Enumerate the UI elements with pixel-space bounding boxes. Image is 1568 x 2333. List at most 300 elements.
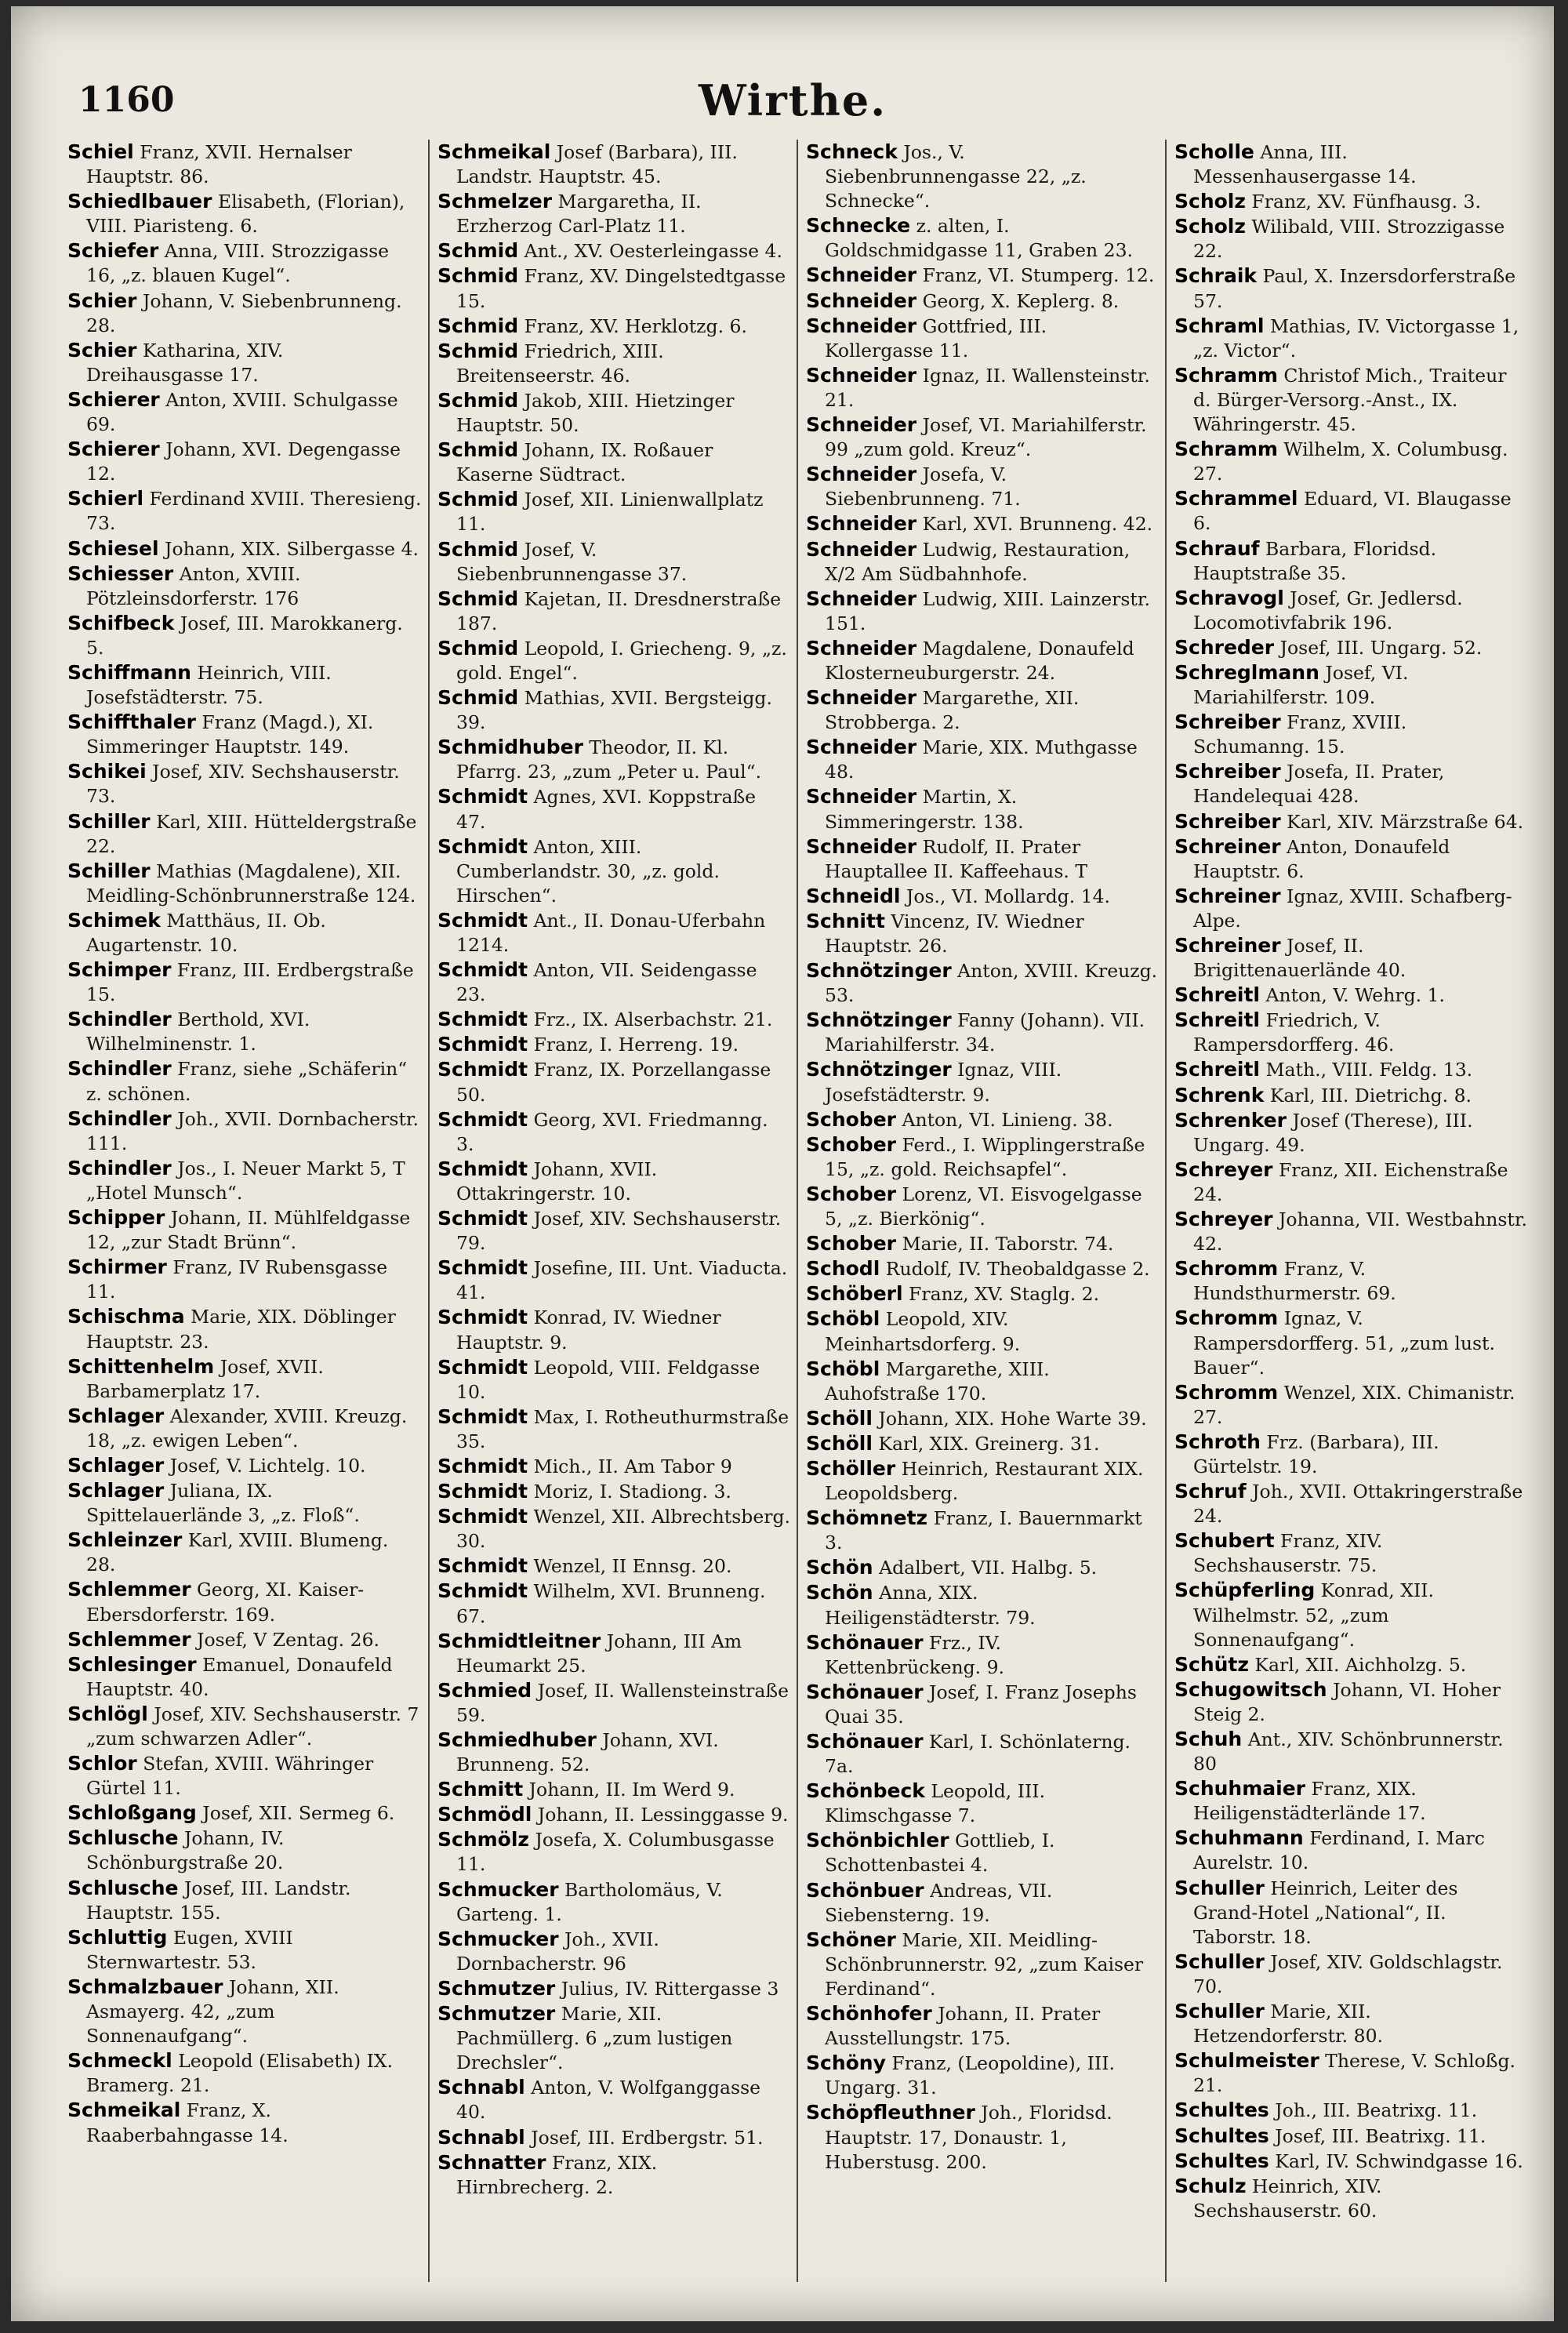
entry-surname: Schindler xyxy=(67,1156,172,1179)
directory-entry xyxy=(806,909,1159,958)
entry-surname: Schnabl xyxy=(437,2076,525,2099)
entry-surname: Schmidt xyxy=(437,1355,528,1379)
entry-surname: Schmidt xyxy=(437,958,528,982)
directory-entry xyxy=(806,1630,1159,1680)
entry-details: Martin, X. Simmeringerstr. 138. xyxy=(825,786,1024,833)
directory-entry xyxy=(437,2075,790,2124)
entry-surname: Schlemmer xyxy=(67,1627,191,1651)
entry-surname: Scholz xyxy=(1174,215,1246,238)
entry-details: z. alten, I. Goldschmidgasse 11, Graben 23. xyxy=(825,215,1134,262)
entry-details: Anton, V. Wehrg. 1. xyxy=(1265,984,1445,1007)
entry-details: Ludwig, XIII. Lainzerstr. 151. xyxy=(825,587,1150,634)
directory-entry xyxy=(806,1357,1159,1406)
directory-entry xyxy=(67,140,422,189)
entry-surname: Schischma xyxy=(67,1305,185,1328)
entry-surname: Schlager xyxy=(67,1453,165,1477)
entry-surname: Schiller xyxy=(67,859,151,882)
directory-entry xyxy=(1174,710,1527,759)
entry-surname: Schuller xyxy=(1174,1950,1265,1973)
entry-surname: Schmid xyxy=(437,488,519,511)
entry-details: Marie, XII. Hetzendorferstr. 80. xyxy=(1193,2000,1383,2048)
directory-entry xyxy=(67,1404,422,1453)
entry-details: Georg, X. Keplerg. 8. xyxy=(922,289,1120,312)
directory-entry xyxy=(437,1454,790,1479)
entry-surname: Schönauer xyxy=(806,1730,924,1753)
directory-entry xyxy=(1174,1083,1527,1108)
entry-surname: Schloßgang xyxy=(67,1801,197,1825)
entry-details: Christof Mich., Traiteur d. Bürger-Versorg.-Anst., IX. Währingerstr. 45. xyxy=(1193,364,1507,436)
directory-entry xyxy=(67,759,422,809)
entry-details: Alexander, XVIII. Kreuzg. 18, „z. ewigen Leben“. xyxy=(86,1405,408,1452)
entry-details: Franz, VI. Stumperg. 12. xyxy=(922,264,1155,287)
entry-details: Andreas, VII. Siebensterng. 19. xyxy=(825,1879,1053,1926)
entry-details: Marie, XII. Meidling-Schönbrunnerstr. 92, „zum Kaiser Ferdinand“. xyxy=(825,1928,1144,2000)
entry-surname: Schreiner xyxy=(1174,884,1281,907)
entry-surname: Schreiber xyxy=(1174,809,1281,833)
directory-entry xyxy=(437,1206,790,1256)
entry-details: Karl, I. Schönlaterng. 7a. xyxy=(825,1731,1131,1778)
entry-details: Georg, XVI. Friedmanng. 3. xyxy=(456,1108,768,1155)
entry-surname: Schönbichler xyxy=(806,1829,949,1852)
entry-details: Johann, II. Im Werd 9. xyxy=(528,1779,735,1801)
column-3 xyxy=(797,140,1165,2282)
entry-surname: Scholle xyxy=(1174,140,1254,163)
directory-entry xyxy=(437,1479,790,1504)
entry-details: Matthäus, II. Ob. Augartenstr. 10. xyxy=(86,909,326,956)
entry-details: Wilhelm, XVI. Brunneng. 67. xyxy=(456,1580,766,1627)
entry-surname: Schneider xyxy=(806,785,917,809)
directory-entry xyxy=(67,908,422,958)
entry-details: Franz (Magd.), XI. Simmeringer Hauptstr. 149. xyxy=(86,711,374,758)
entry-details: Theodor, II. Kl. Pfarrg. 23, „zum „Peter u. Paul“. xyxy=(456,736,762,783)
directory-entry xyxy=(806,958,1159,1008)
directory-entry xyxy=(67,1304,422,1354)
entry-details: Josef, XIV. Sechshauserstr. 79. xyxy=(456,1208,782,1255)
entry-surname: Schmid xyxy=(437,314,519,337)
directory-entry xyxy=(67,338,422,387)
directory-entry xyxy=(67,536,422,561)
entry-details: Rudolf, IV. Theobaldgasse 2. xyxy=(885,1258,1150,1281)
directory-entry xyxy=(806,1729,1159,1779)
entry-surname: Schreiber xyxy=(1174,710,1281,734)
entry-surname: Schimper xyxy=(67,958,172,982)
entry-surname: Schober xyxy=(806,1107,896,1131)
directory-entry xyxy=(806,1132,1159,1182)
entry-details: Anton, Donaufeld Hauptstr. 6. xyxy=(1193,835,1450,882)
entry-surname: Schromm xyxy=(1174,1306,1279,1330)
entry-details: Josef, XIV. Sechshauserstr. 73. xyxy=(86,761,400,808)
directory-entry xyxy=(437,587,790,636)
directory-entry xyxy=(437,1504,790,1554)
entry-surname: Schreyer xyxy=(1174,1157,1273,1181)
directory-entry xyxy=(67,289,422,338)
entry-details: Franz, XV. Staglg. 2. xyxy=(909,1283,1100,1306)
directory-entry xyxy=(1174,1430,1527,1479)
entry-surname: Schulmeister xyxy=(1174,2049,1319,2073)
entry-surname: Schmid xyxy=(437,587,519,610)
entry-surname: Schober xyxy=(806,1182,896,1205)
entry-surname: Schuhmann xyxy=(1174,1826,1304,1850)
directory-entry xyxy=(806,1281,1159,1306)
entry-surname: Schmied xyxy=(437,1678,532,1702)
entry-surname: Scholz xyxy=(1174,190,1246,213)
column-1 xyxy=(60,140,428,2282)
entry-details: Ant., II. Donau-Uferbahn 1214. xyxy=(456,909,766,956)
entry-details: Johanna, VII. Westbahnstr. 42. xyxy=(1193,1208,1527,1256)
directory-entry xyxy=(1174,363,1527,437)
entry-details: Wilhelm, X. Columbusg. 27. xyxy=(1193,438,1508,485)
entry-surname: Schmidt xyxy=(437,1058,528,1081)
entry-details: Josef, II. Wallensteinstraße 59. xyxy=(456,1679,789,1726)
entry-surname: Schreitl xyxy=(1174,1008,1260,1032)
entry-surname: Schreder xyxy=(1174,635,1275,659)
directory-entry xyxy=(437,2150,790,2200)
entry-details: Mathias, IV. Victorgasse 1, „z. Victor“. xyxy=(1193,314,1519,362)
entry-surname: Schraik xyxy=(1174,264,1258,288)
entry-surname: Schneider xyxy=(806,413,917,437)
entry-details: Frz. (Barbara), III. Gürtelstr. 19. xyxy=(1193,1430,1439,1477)
directory-entry xyxy=(67,1702,422,1751)
entry-details: Franz, siehe „Schäferin“ z. schönen. xyxy=(86,1058,408,1105)
entry-details: Johann, IX. Roßauer Kaserne Südtract. xyxy=(456,439,713,486)
directory-entry xyxy=(67,1826,422,1875)
entry-surname: Schlögl xyxy=(67,1702,148,1725)
entry-details: Josef, XIV. Goldschlagstr. 70. xyxy=(1193,1950,1503,1997)
directory-entry xyxy=(67,611,422,660)
entry-details: Franz, XVIII. Schumanng. 15. xyxy=(1193,711,1407,758)
directory-entry xyxy=(437,388,790,438)
entry-surname: Schiedlbauer xyxy=(67,190,212,213)
entry-surname: Schmidhuber xyxy=(437,736,583,759)
entry-details: Anton, XVIII. Schulgasse 69. xyxy=(86,388,398,436)
directory-entry xyxy=(806,834,1159,884)
entry-details: Jos., V. Siebenbrunnengasse 22, „z. Schnecke“. xyxy=(825,141,1087,213)
entry-surname: Schmidt xyxy=(437,908,528,932)
directory-entry xyxy=(437,834,790,908)
entry-surname: Schiffmann xyxy=(67,660,191,684)
entry-surname: Schneider xyxy=(806,263,917,287)
entry-surname: Schmid xyxy=(437,264,519,288)
directory-entry xyxy=(437,487,790,536)
directory-entry xyxy=(437,1728,790,1777)
entry-details: Ignaz, XVIII. Schafberg-Alpe. xyxy=(1193,885,1512,932)
directory-entry xyxy=(806,884,1159,909)
directory-entry xyxy=(1174,2149,1527,2174)
entry-details: Josef, VI. Mariahilferstr. 99 „zum gold. Kreuz“. xyxy=(825,414,1147,461)
entry-details: Joh., XVII. Dornbacherstr. 111. xyxy=(86,1107,419,1154)
directory-entry xyxy=(806,213,1159,263)
entry-details: Franz, XIX. Hirnbrecherg. 2. xyxy=(456,2151,658,2198)
entry-details: Wenzel, XII. Albrechtsberg. 30. xyxy=(456,1506,791,1553)
directory-entry xyxy=(806,1306,1159,1356)
directory-entry xyxy=(1174,1950,1527,1999)
directory-entry xyxy=(437,784,790,834)
entry-surname: Schmidt xyxy=(437,1405,528,1428)
entry-details: Johann, IV. Schönburgstraße 20. xyxy=(86,1827,285,1874)
directory-entry xyxy=(67,1453,422,1478)
page-number: 1160 xyxy=(78,80,175,120)
directory-entry xyxy=(437,140,790,189)
directory-entry xyxy=(1174,1380,1527,1430)
directory-entry xyxy=(806,1182,1159,1231)
directory-entry xyxy=(437,1579,790,1628)
entry-surname: Schneider xyxy=(806,686,917,710)
directory-entry xyxy=(67,958,422,1007)
entry-details: Stefan, XVIII. Währinger Gürtel 11. xyxy=(86,1753,374,1800)
entry-details: Karl, XVI. Brunneng. 42. xyxy=(922,513,1153,536)
entry-surname: Schmelzer xyxy=(437,190,553,213)
entry-details: Josef, II. Brigittenauerlände 40. xyxy=(1193,935,1406,982)
entry-details: Therese, V. Schloßg. 21. xyxy=(1193,2050,1516,2097)
entry-details: Heinrich, VIII. Josefstädterstr. 75. xyxy=(86,661,332,709)
directory-entry xyxy=(806,2051,1159,2100)
directory-entry xyxy=(1174,2048,1527,2098)
directory-entry xyxy=(437,636,790,685)
entry-details: Elisabeth, (Florian), VIII. Piaristeng. 6. xyxy=(86,191,405,238)
entry-details: Franz, III. Erdbergstraße 15. xyxy=(86,959,414,1006)
directory-entry xyxy=(437,1777,790,1802)
entry-details: Anton, VI. Linieng. 38. xyxy=(902,1108,1113,1131)
directory-entry xyxy=(437,1032,790,1057)
directory-entry xyxy=(806,1256,1159,1281)
directory-entry xyxy=(67,1528,422,1577)
directory-entry xyxy=(437,1355,790,1405)
entry-details: Margaretha, II. Erzherzog Carl-Platz 11. xyxy=(456,191,702,238)
entry-details: Gottfried, III. Kollergasse 11. xyxy=(825,314,1047,362)
directory-entry xyxy=(1174,189,1527,214)
directory-entry xyxy=(437,1976,790,2001)
entry-surname: Schluttig xyxy=(67,1925,168,1949)
entry-details: Josef, III. Ungarg. 52. xyxy=(1279,636,1483,659)
directory-entry xyxy=(1174,660,1527,710)
entry-details: Josefa, X. Columbusgasse 11. xyxy=(456,1829,775,1876)
entry-surname: Schmeikal xyxy=(67,2099,181,2122)
directory-entry xyxy=(806,289,1159,314)
entry-surname: Schnötzinger xyxy=(806,1058,952,1081)
entry-details: Jos., I. Neuer Markt 5, T „Hotel Munsch“. xyxy=(86,1157,405,1204)
entry-details: Magdalene, Donaufeld Klosterneuburgerstr. 24. xyxy=(825,637,1134,684)
entry-surname: Schultes xyxy=(1174,2099,1269,2122)
directory-entry xyxy=(437,1877,790,1927)
entry-details: Johann, II. Mühlfeldgasse 12, „zur Stadt Brünn“. xyxy=(86,1207,411,1254)
entry-surname: Schruf xyxy=(1174,1480,1247,1503)
directory-entry xyxy=(1174,486,1527,536)
directory-entry xyxy=(806,1456,1159,1506)
entry-details: Katharina, XIV. Dreihausgasse 17. xyxy=(86,339,284,386)
entry-details: Josefa, II. Prater, Handelequai 428. xyxy=(1193,761,1445,808)
entry-details: Mathias, XVII. Bergsteigg. 39. xyxy=(456,687,772,734)
entry-details: Ignaz, VIII. Josefstädterstr. 9. xyxy=(825,1059,1062,1106)
entry-surname: Schmidt xyxy=(437,1454,528,1477)
directory-entry xyxy=(67,710,422,759)
entry-surname: Schneider xyxy=(806,512,917,536)
entry-surname: Schmödl xyxy=(437,1803,532,1826)
entry-surname: Schreiber xyxy=(1174,760,1281,783)
entry-surname: Schneider xyxy=(806,537,917,561)
entry-surname: Schiller xyxy=(67,809,151,833)
directory-entry xyxy=(437,1827,790,1877)
entry-details: Anton, XVIII. Pötzleinsdorferstr. 176 xyxy=(86,562,301,609)
entry-surname: Schmidt xyxy=(437,1107,528,1131)
entry-surname: Schuhmaier xyxy=(1174,1777,1305,1801)
entry-details: Ferd., I. Wipplingerstraße 15, „z. gold. Reichsapfel“. xyxy=(825,1133,1145,1180)
directory-entry xyxy=(67,1354,422,1404)
entry-details: Ignaz, V. Rampersdorfferg. 51, „zum lust. Bauer“. xyxy=(1193,1307,1495,1379)
directory-entry xyxy=(1174,314,1527,363)
entry-surname: Schön xyxy=(806,1581,873,1604)
entry-surname: Schneider xyxy=(806,587,917,610)
entry-surname: Schimek xyxy=(67,908,161,932)
directory-entry xyxy=(67,486,422,536)
entry-surname: Schönbuer xyxy=(806,1878,924,1902)
entry-surname: Schmidt xyxy=(437,834,528,858)
directory-entry xyxy=(806,636,1159,685)
entry-details: Johann, III Am Heumarkt 25. xyxy=(456,1630,742,1677)
entry-surname: Schneidl xyxy=(806,884,901,907)
entry-details: Josef, V. Lichtelg. 10. xyxy=(169,1454,366,1477)
entry-details: Margarethe, XIII. Auhofstraße 170. xyxy=(825,1357,1050,1405)
directory-entry xyxy=(67,859,422,908)
entry-surname: Schittenhelm xyxy=(67,1354,215,1378)
directory-entry xyxy=(437,2001,790,2075)
entry-surname: Schindler xyxy=(67,1008,172,1031)
entry-surname: Schreyer xyxy=(1174,1208,1273,1231)
directory-entry xyxy=(806,1107,1159,1132)
directory-entry xyxy=(437,1554,790,1579)
directory-entry xyxy=(67,1876,422,1925)
directory-entry xyxy=(806,1680,1159,1729)
entry-surname: Schneider xyxy=(806,289,917,312)
entry-details: Franz, XV. Herklotzg. 6. xyxy=(524,314,747,337)
entry-surname: Schierer xyxy=(67,438,160,461)
directory-entry xyxy=(437,1057,790,1107)
directory-entry xyxy=(67,1007,422,1056)
directory-entry xyxy=(1174,2124,1527,2149)
directory-entry xyxy=(67,1627,422,1652)
entry-surname: Schier xyxy=(67,338,137,362)
entry-details: Joh., Floridsd. Hauptstr. 17, Donaustr. 1, Huberstusg. 200. xyxy=(825,2102,1112,2173)
entry-surname: Schierer xyxy=(67,387,160,411)
entry-surname: Schmid xyxy=(437,339,519,362)
entry-surname: Schmidt xyxy=(437,1207,528,1230)
directory-entry xyxy=(437,1405,790,1454)
entry-surname: Schromm xyxy=(1174,1380,1279,1404)
entry-surname: Schmid xyxy=(437,388,519,412)
entry-surname: Schlager xyxy=(67,1479,165,1503)
entry-details: Franz, XIX. Heiligenstädterlände 17. xyxy=(1193,1778,1426,1825)
directory-entry xyxy=(437,1107,790,1157)
entry-details: Josef, V. Siebenbrunnengasse 37. xyxy=(456,538,688,585)
directory-entry xyxy=(806,1406,1159,1431)
directory-entry xyxy=(1174,1652,1527,1677)
directory-entry xyxy=(806,263,1159,288)
entry-surname: Schiel xyxy=(67,140,134,163)
directory-entry xyxy=(806,140,1159,213)
directory-entry xyxy=(67,1478,422,1528)
entry-details: Wenzel, II Ennsg. 20. xyxy=(533,1555,732,1578)
entry-details: Heinrich, Leiter des Grand-Hotel „National“, II. Taborstr. 18. xyxy=(1193,1877,1458,1948)
entry-details: Vincenz, IV. Wiedner Hauptstr. 26. xyxy=(825,910,1084,957)
directory-entry xyxy=(806,1231,1159,1256)
entry-details: Johann, XIX. Silbergasse 4. xyxy=(165,537,419,560)
entry-surname: Schütz xyxy=(1174,1652,1249,1676)
directory-entry xyxy=(437,438,790,487)
entry-details: Anton, XVIII. Kreuzg. 53. xyxy=(825,960,1158,1007)
entry-details: Karl, XII. Aichholzg. 5. xyxy=(1254,1653,1467,1676)
entry-details: Marie, II. Taborstr. 74. xyxy=(902,1233,1114,1256)
entry-details: Konrad, XII. Wilhelmstr. 52, „zum Sonnenaufgang“. xyxy=(1193,1579,1434,1651)
directory-entry xyxy=(1174,140,1527,189)
directory-entry xyxy=(1174,933,1527,983)
entry-details: Johann, VI. Hoher Steig 2. xyxy=(1193,1678,1501,1725)
entry-surname: Schmeckl xyxy=(67,2049,172,2073)
directory-entry xyxy=(1174,635,1527,660)
entry-surname: Schmidt xyxy=(437,1554,528,1578)
directory-entry xyxy=(806,1580,1159,1630)
directory-entry xyxy=(1174,1578,1527,1652)
directory-entry xyxy=(437,958,790,1007)
directory-entry xyxy=(67,660,422,710)
directory-entry xyxy=(67,1205,422,1255)
entry-details: Anton, VII. Seidengasse 23. xyxy=(456,959,757,1006)
entry-details: Marie, XII. Pachmüllerg. 6 „zum lustigen Drechsler“. xyxy=(456,2003,733,2074)
entry-details: Leopold (Elisabeth) IX. Bramerg. 21. xyxy=(86,2050,394,2097)
entry-surname: Schmucker xyxy=(437,1927,559,1950)
directory-entry xyxy=(1174,586,1527,635)
entry-surname: Schmidt xyxy=(437,1505,528,1528)
entry-details: Mathias (Magdalene), XII. Meidling-Schönbrunnerstraße 124. xyxy=(86,859,416,907)
entry-surname: Schierl xyxy=(67,487,144,511)
directory-entry xyxy=(437,1802,790,1827)
directory-entry xyxy=(67,1107,422,1156)
directory-entry xyxy=(806,2100,1159,2174)
entry-surname: Schmid xyxy=(437,438,519,462)
entry-details: Jos., VI. Mollardg. 14. xyxy=(906,885,1111,907)
directory-entry xyxy=(1174,214,1527,263)
directory-entry xyxy=(806,1431,1159,1456)
entry-details: Lorenz, VI. Eisvogelgasse 5, „z. Bierkönig“. xyxy=(825,1183,1142,1230)
entry-surname: Schier xyxy=(67,289,137,312)
directory-entry xyxy=(437,238,790,263)
entry-surname: Schmidt xyxy=(437,1256,528,1280)
entry-details: Josef, III. Marokkanerg. 5. xyxy=(86,612,403,659)
entry-surname: Schlesinger xyxy=(67,1652,197,1676)
entry-details: Julius, IV. Rittergasse 3 xyxy=(561,1977,779,2000)
entry-surname: Schmutzer xyxy=(437,1976,556,2000)
entry-surname: Schmid xyxy=(437,537,519,561)
directory-entry xyxy=(67,2098,422,2147)
entry-details: Franz, I. Herreng. 19. xyxy=(533,1034,739,1056)
entry-details: Johann, XII. Asmayerg. 42, „zum Sonnenaufgang“. xyxy=(86,1975,339,2048)
entry-details: Franz, XV. Fünfhausg. 3. xyxy=(1251,191,1481,213)
directory-entry xyxy=(1174,1008,1527,1057)
directory-entry xyxy=(806,2001,1159,2051)
entry-surname: Schönauer xyxy=(806,1630,924,1654)
entry-details: Jakob, XIII. Hietzinger Hauptstr. 50. xyxy=(456,389,735,437)
entry-details: Josefine, III. Unt. Viaducta. 41. xyxy=(456,1257,788,1304)
directory-entry xyxy=(437,735,790,784)
entry-details: Franz, XII. Eichenstraße 24. xyxy=(1193,1158,1508,1205)
directory-entry xyxy=(806,735,1159,784)
entry-details: Anton, V. Wolfganggasse 40. xyxy=(456,2077,761,2124)
directory-entry xyxy=(437,1305,790,1354)
entry-details: Franz, IV Rubensgasse 11. xyxy=(86,1256,388,1303)
entry-surname: Schmölz xyxy=(437,1828,529,1852)
entry-surname: Schramm xyxy=(1174,363,1278,387)
entry-details: Bartholomäus, V. Garteng. 1. xyxy=(456,1878,723,1925)
entry-surname: Schugowitsch xyxy=(1174,1677,1327,1701)
directory-entry xyxy=(67,809,422,859)
